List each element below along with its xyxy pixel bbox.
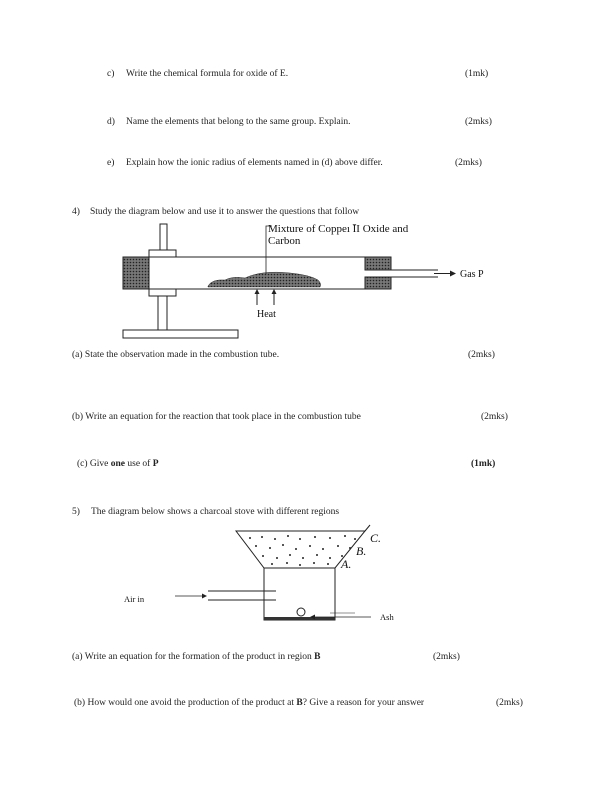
q4b-text: (b) Write an equation for the reaction that took place in the combustion tube xyxy=(72,412,361,422)
q4-number: 4) xyxy=(72,207,80,217)
region-b-label: B. xyxy=(356,544,367,558)
q3d-number: d) xyxy=(107,117,115,127)
q4b-marks: (2mks) xyxy=(481,412,508,422)
q4-text: Study the diagram below and use it to answer the questions that follow xyxy=(90,207,360,217)
q5a-text: (a) Write an equation for the formation of the product in region B xyxy=(72,652,321,662)
q3e-marks: (2mks) xyxy=(455,158,482,168)
mixture-label-line1: Mixture of Coppeı ĪI Oxide and xyxy=(268,223,409,235)
gas-p-label: Gas P xyxy=(460,269,484,280)
q3d-marks: (2mks) xyxy=(465,117,492,127)
region-c-label: C. xyxy=(370,531,382,545)
air-in-label: Air in xyxy=(124,594,145,604)
q3c-text: Write the chemical formula for oxide of E. xyxy=(126,69,289,79)
q3d-text: Name the elements that belong to the same group. Explain. xyxy=(126,117,351,127)
q3e-number: e) xyxy=(107,158,115,168)
mixture-label-line2: Carbon xyxy=(268,235,301,247)
q4c-text: (c) Give one use of P xyxy=(77,459,159,469)
heat-label: Heat xyxy=(257,309,276,320)
q3c-marks: (1mk) xyxy=(465,69,489,79)
region-a-label: A. xyxy=(341,557,352,571)
q5-number: 5) xyxy=(72,507,80,517)
q5b-marks: (2mks) xyxy=(496,698,523,708)
q5b-text: (b) How would one avoid the production of the product at B? Give a reason for your answer xyxy=(74,698,425,708)
q3e-text: Explain how the ionic radius of elements named in (d) above differ. xyxy=(126,158,383,168)
q5-text: The diagram below shows a charcoal stove with different regions xyxy=(91,507,340,517)
ash-label: Ash xyxy=(380,612,394,622)
q4c-marks: (1mk) xyxy=(471,459,496,469)
q4a-text: (a) State the observation made in the combustion tube. xyxy=(72,350,280,360)
q3c-number: c) xyxy=(107,69,115,79)
q4a-marks: (2mks) xyxy=(468,350,495,360)
q5a-marks: (2mks) xyxy=(433,652,460,662)
